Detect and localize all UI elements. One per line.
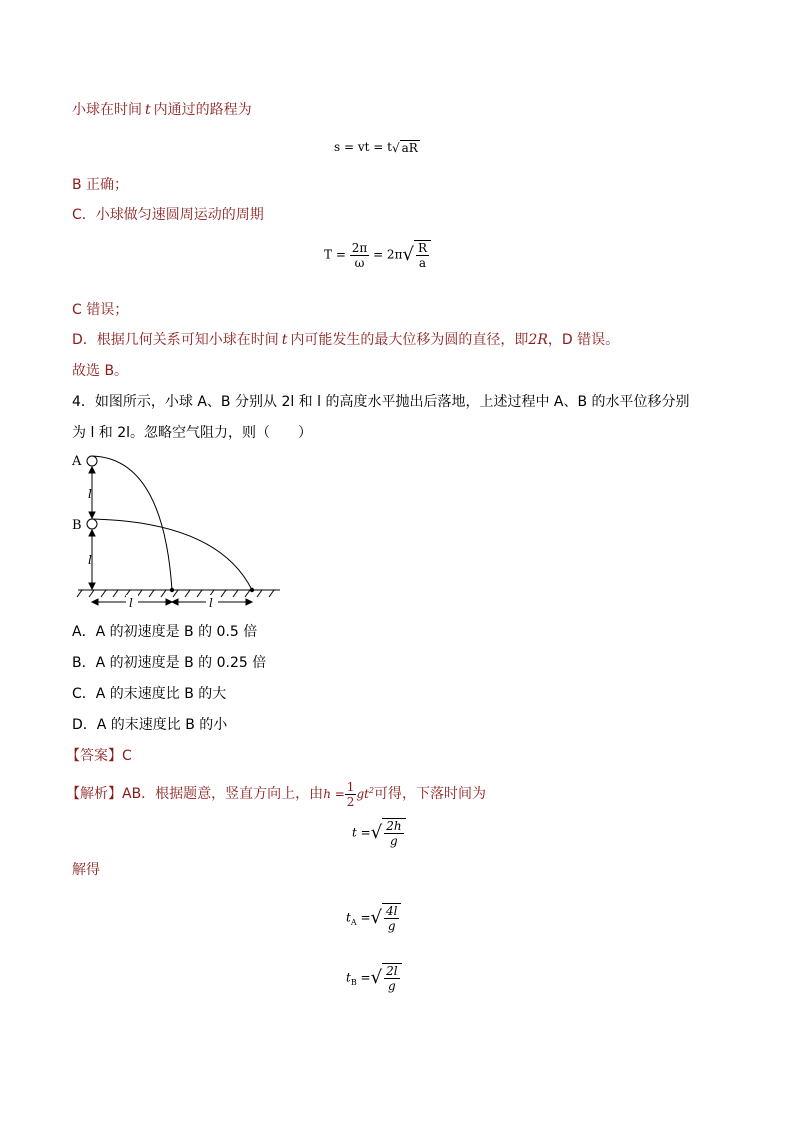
var-t: t <box>281 332 288 348</box>
subscript: B <box>350 977 357 987</box>
equation-T <box>324 240 431 270</box>
label-l-upper: l <box>88 487 92 501</box>
b-correct: B 正确； <box>72 177 129 193</box>
numerator: 4l <box>385 904 398 918</box>
ground-hatch <box>77 590 274 597</box>
sqrt: √ $\frac{R}{a}$ <box>402 240 431 270</box>
numerator: 2l <box>386 964 398 978</box>
d-text <box>72 331 619 349</box>
option-A: A．A 的初速度是 B 的 0.5 倍 <box>72 624 258 640</box>
label-l-lower: l <box>88 553 92 567</box>
equation-tA <box>346 903 401 933</box>
choose-text: 故选 B。 <box>72 363 129 379</box>
fraction <box>414 240 431 270</box>
denominator: g <box>387 979 396 993</box>
c-wrong: C 错误； <box>72 302 129 318</box>
radicand: aR <box>401 141 418 155</box>
numerator: 1 <box>346 780 355 794</box>
eq-sign: = <box>360 970 371 985</box>
solve-text: 解得 <box>72 862 100 878</box>
fraction <box>382 963 401 993</box>
option-C: C．A 的末速度比 B 的大 <box>72 686 227 702</box>
label-l-right: l <box>209 596 213 610</box>
fraction <box>345 780 357 809</box>
equation-tB <box>346 963 402 993</box>
sqrt: √ $\frac{2h}{g}$ <box>371 818 406 848</box>
label-l-left: l <box>129 596 133 610</box>
c-text: C．小球做匀速圆周运动的周期 <box>72 207 264 223</box>
text-segment: 内通过的路程为 <box>153 102 252 118</box>
denominator: ω <box>354 255 365 270</box>
text-segment: 可得，下落时间为 <box>374 786 487 802</box>
subscript: A <box>350 917 357 927</box>
eq-mid: = 2π <box>373 247 403 262</box>
denominator: a <box>418 256 427 270</box>
denominator: g <box>390 834 398 848</box>
text-segment: 小球在时间 <box>72 102 142 118</box>
text-segment: 内可能发生的最大位移为圆的直径，即 <box>290 332 529 348</box>
eq-lhs: s = vt = t <box>334 140 392 154</box>
text-segment: D．根据几何关系可知小球在时间 <box>72 332 279 348</box>
analysis-line <box>66 780 486 809</box>
answer: 【答案】C <box>66 748 132 764</box>
denominator: 2 <box>346 795 355 809</box>
equation-t <box>352 818 406 848</box>
fraction <box>350 241 370 270</box>
denominator: g <box>387 919 396 933</box>
equation-s <box>334 140 420 155</box>
equation-h: h = $\frac{1}{2}$ $gt^2$ <box>323 780 375 809</box>
eq-lhs: t = <box>352 825 371 840</box>
q4-line2: 为 l 和 2l。忽略空气阻力，则（ ） <box>72 425 313 441</box>
sqrt: √ $\frac{2l}{g}$ <box>371 963 402 993</box>
trajectory-B <box>92 519 252 590</box>
numerator: R <box>417 241 427 255</box>
projectile-figure <box>68 450 284 618</box>
eq-sign: = <box>360 910 371 925</box>
horizontal-dimension <box>92 599 252 605</box>
var-t: t <box>145 102 151 118</box>
text-segment: 【解析】AB．根据题意，竖直方向上，由 <box>66 786 324 802</box>
eq-lhs: t <box>346 910 351 925</box>
sqrt: √ $\frac{4l}{g}$ <box>371 903 402 933</box>
option-D: D．A 的末速度比 B 的小 <box>72 717 228 733</box>
text-segment: ，D 错误。 <box>547 332 620 348</box>
eq-lhs: h = <box>323 787 345 801</box>
sqrt: √ aR <box>391 141 418 155</box>
numerator: 2h <box>386 819 402 833</box>
var-2R: 2R <box>528 332 548 348</box>
ball-A <box>87 456 97 466</box>
eq-rhs: gt <box>356 787 369 801</box>
eq-lhs: t <box>346 970 351 985</box>
q4-line1: 4．如图所示，小球 A、B 分别从 2l 和 l 的高度水平抛出后落地，上述过程中 A、B 的水平位移分别 <box>72 394 690 410</box>
label-A: A <box>72 454 82 469</box>
fraction <box>382 818 405 848</box>
fraction <box>382 903 401 933</box>
text-line-path <box>72 101 252 119</box>
numerator: 2π <box>351 240 368 255</box>
label-B: B <box>72 518 82 533</box>
ball-B <box>87 519 97 529</box>
option-B: B．A 的初速度是 B 的 0.25 倍 <box>72 655 267 671</box>
trajectory-A <box>92 456 172 590</box>
eq-lhs: T = <box>324 247 346 262</box>
